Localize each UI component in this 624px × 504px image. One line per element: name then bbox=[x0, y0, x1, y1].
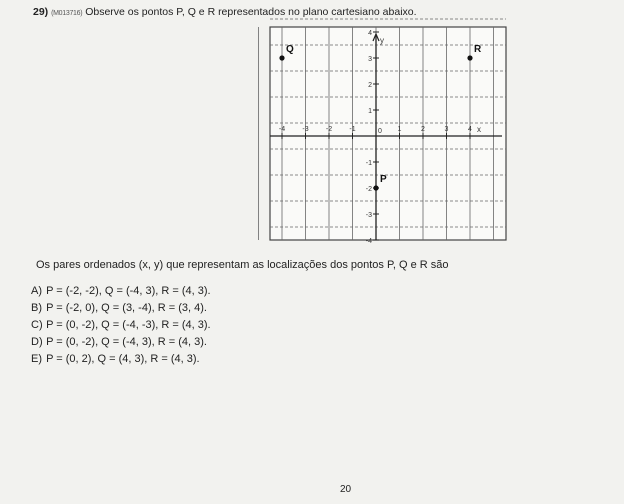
x-tick-label: 4 bbox=[468, 126, 472, 133]
question-number: 29) bbox=[33, 6, 49, 18]
point-p-label: P bbox=[380, 174, 387, 185]
option-a[interactable] bbox=[31, 285, 211, 297]
y-tick-label: -2 bbox=[365, 186, 372, 193]
x-tick-label: -3 bbox=[302, 126, 309, 133]
x-tick-label: 3 bbox=[444, 126, 449, 133]
x-tick-label: -1 bbox=[349, 126, 356, 133]
point-q-marker bbox=[279, 55, 284, 60]
x-tick-label: 1 bbox=[397, 126, 402, 133]
question-code: (M013716) bbox=[51, 10, 83, 17]
x-tick-label: -4 bbox=[278, 126, 286, 133]
x-axis-label: x bbox=[477, 125, 481, 134]
x-tick-label: -2 bbox=[325, 126, 333, 133]
question-stem: Os pares ordenados (x, y) que representam as localizações dos pontos P, Q e R são bbox=[36, 259, 449, 271]
option-text: P = (-2, 0), Q = (3, -4), R = (3, 4). bbox=[46, 302, 207, 314]
option-text: P = (-2, -2), Q = (-4, 3), R = (4, 3). bbox=[46, 285, 211, 297]
option-b[interactable] bbox=[31, 302, 207, 314]
y-tick-label: -1 bbox=[365, 160, 372, 167]
point-p-marker bbox=[373, 185, 378, 190]
y-tick-label: 3 bbox=[368, 56, 372, 63]
y-tick-label: 2 bbox=[368, 82, 372, 89]
y-tick-label: 1 bbox=[368, 108, 372, 115]
option-letter: A) bbox=[31, 285, 42, 297]
question-header bbox=[33, 6, 417, 18]
cartesian-plane bbox=[270, 27, 506, 245]
origin-label: 0 bbox=[378, 128, 382, 135]
y-tick-label: -3 bbox=[365, 212, 372, 219]
point-r-label: R bbox=[474, 44, 482, 55]
point-q-label: Q bbox=[286, 44, 294, 55]
question-text: Observe os pontos P, Q e R representados no plano cartesiano abaixo. bbox=[85, 6, 417, 18]
option-text: P = (0, -2), Q = (-4, -3), R = (4, 3). bbox=[46, 319, 211, 331]
option-e[interactable] bbox=[31, 353, 200, 365]
option-d[interactable] bbox=[31, 336, 207, 348]
option-letter: E) bbox=[31, 353, 42, 365]
option-letter: B) bbox=[31, 302, 42, 314]
y-axis-label: y bbox=[380, 36, 384, 45]
x-tick-label: 2 bbox=[421, 126, 425, 133]
y-tick-label: -4 bbox=[365, 238, 372, 245]
option-c[interactable] bbox=[31, 319, 211, 331]
page-number: 20 bbox=[340, 484, 352, 495]
option-text: P = (0, -2), Q = (-4, 3), R = (4, 3). bbox=[46, 336, 207, 348]
point-r-marker bbox=[467, 55, 472, 60]
y-tick-label: 4 bbox=[368, 30, 372, 37]
option-letter: C) bbox=[31, 319, 43, 331]
option-text: P = (0, 2), Q = (4, 3), R = (4, 3). bbox=[46, 353, 200, 365]
option-letter: D) bbox=[31, 336, 43, 348]
